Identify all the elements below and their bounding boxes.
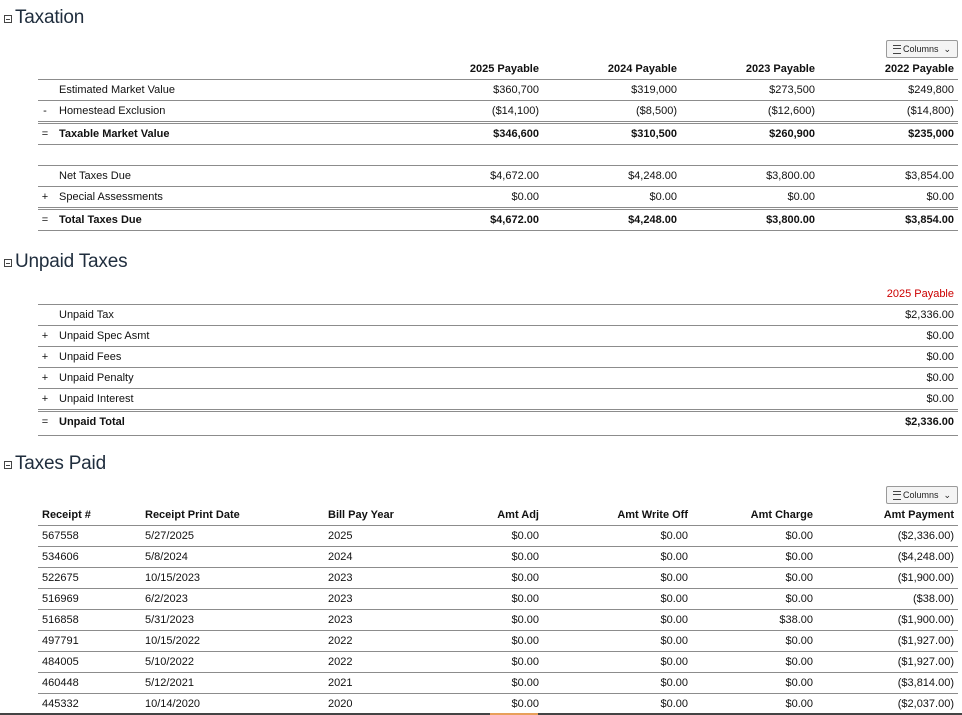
table-cell: $0.00 — [511, 551, 539, 563]
section-taxes-paid[interactable] — [4, 452, 106, 476]
table-cell: 522675 — [42, 572, 79, 584]
table-cell: 5/8/2024 — [145, 551, 188, 563]
collapse-toggle-icon[interactable] — [4, 461, 12, 469]
year-column-header: 2023 Payable — [745, 63, 815, 75]
list-icon — [893, 45, 901, 54]
row-divider — [38, 672, 958, 673]
table-cell: 516858 — [42, 614, 79, 626]
columns-button-label: Columns — [902, 44, 939, 54]
row-value: $0.00 — [926, 330, 954, 342]
row-divider — [38, 651, 958, 652]
collapse-toggle-icon[interactable] — [4, 15, 12, 23]
row-operator: + — [41, 393, 49, 405]
row-value: ($14,800) — [906, 105, 954, 117]
paid-column-header[interactable]: Receipt Print Date — [145, 509, 240, 521]
table-cell: 2021 — [328, 677, 353, 689]
table-cell: 5/10/2022 — [145, 656, 194, 668]
row-divider — [38, 609, 958, 610]
row-operator: + — [41, 330, 49, 342]
row-label: Taxable Market Value — [59, 128, 170, 140]
table-cell: 10/15/2023 — [145, 572, 201, 584]
row-value: $2,336.00 — [905, 416, 954, 428]
table-cell: $0.00 — [511, 530, 539, 542]
table-cell: 484005 — [42, 656, 79, 668]
table-cell: ($4,248.00) — [897, 551, 954, 563]
row-value: $3,800.00 — [766, 170, 815, 182]
table-cell: $0.00 — [785, 698, 813, 710]
row-value: $3,854.00 — [905, 214, 954, 226]
row-value: $273,500 — [769, 84, 815, 96]
table-cell: $0.00 — [785, 551, 813, 563]
table-cell: $0.00 — [511, 677, 539, 689]
row-value: $0.00 — [926, 372, 954, 384]
columns-button[interactable] — [886, 40, 958, 58]
row-divider — [38, 567, 958, 568]
table-cell: 460448 — [42, 677, 79, 689]
table-cell: ($1,927.00) — [897, 656, 954, 668]
columns-button-label: Columns — [902, 490, 939, 500]
paid-column-header[interactable]: Amt Payment — [883, 509, 954, 521]
row-label: Unpaid Tax — [59, 309, 114, 321]
row-divider — [38, 186, 958, 187]
row-label: Net Taxes Due — [59, 170, 131, 182]
table-cell: ($38.00) — [913, 593, 954, 605]
row-operator — [40, 169, 50, 183]
row-value: $3,800.00 — [766, 214, 815, 226]
chevron-down-icon: ⌄ — [943, 489, 952, 500]
table-cell: $0.00 — [660, 551, 688, 563]
row-divider — [38, 100, 958, 101]
table-cell: $0.00 — [511, 614, 539, 626]
table-cell: 567558 — [42, 530, 79, 542]
table-cell: $0.00 — [511, 656, 539, 668]
row-label: Unpaid Penalty — [59, 372, 134, 384]
table-cell: 516969 — [42, 593, 79, 605]
row-value: $4,248.00 — [628, 214, 677, 226]
table-cell: $0.00 — [660, 572, 688, 584]
row-operator: + — [41, 191, 49, 203]
table-cell: $0.00 — [511, 635, 539, 647]
row-value: $4,672.00 — [490, 170, 539, 182]
table-cell: ($1,927.00) — [897, 635, 954, 647]
row-label: Unpaid Interest — [59, 393, 134, 405]
section-taxation[interactable] — [4, 6, 84, 30]
row-value: $310,500 — [631, 128, 677, 140]
table-cell: 2023 — [328, 593, 353, 605]
table-cell: $0.00 — [785, 530, 813, 542]
row-operator: - — [43, 105, 47, 117]
table-cell: $0.00 — [785, 656, 813, 668]
row-operator: = — [41, 128, 49, 140]
table-cell: 534606 — [42, 551, 79, 563]
row-value: ($8,500) — [636, 105, 677, 117]
table-cell: $0.00 — [511, 698, 539, 710]
table-cell: $0.00 — [511, 572, 539, 584]
header-divider — [38, 525, 958, 526]
paid-column-header[interactable]: Bill Pay Year — [328, 509, 394, 521]
section-title: Unpaid Taxes — [15, 251, 128, 272]
group-end-divider — [38, 230, 958, 231]
table-cell: $0.00 — [785, 677, 813, 689]
row-operator: = — [41, 214, 49, 226]
row-operator: + — [41, 351, 49, 363]
row-value: $235,000 — [908, 128, 954, 140]
row-operator — [40, 83, 50, 97]
row-operator — [40, 308, 50, 322]
table-cell: $0.00 — [660, 593, 688, 605]
table-cell: ($2,037.00) — [897, 698, 954, 710]
year-column-header: 2025 Payable — [469, 63, 539, 75]
total-divider — [38, 207, 958, 210]
table-cell: 445332 — [42, 698, 79, 710]
table-cell: ($1,900.00) — [897, 572, 954, 584]
table-cell: $0.00 — [511, 593, 539, 605]
table-cell: 2022 — [328, 635, 353, 647]
table-cell: $0.00 — [785, 572, 813, 584]
row-divider — [38, 630, 958, 631]
row-value: $346,600 — [493, 128, 539, 140]
table-cell: 2023 — [328, 614, 353, 626]
table-cell: ($1,900.00) — [897, 614, 954, 626]
row-value: $3,854.00 — [905, 170, 954, 182]
chevron-down-icon: ⌄ — [943, 43, 952, 54]
list-icon — [893, 491, 901, 500]
row-value: $2,336.00 — [905, 309, 954, 321]
row-label: Special Assessments — [59, 191, 163, 203]
row-operator: + — [41, 372, 49, 384]
section-title: Taxation — [15, 7, 85, 28]
table-cell: 10/14/2020 — [145, 698, 201, 710]
row-value: $0.00 — [787, 191, 815, 203]
table-cell: $0.00 — [785, 593, 813, 605]
section-unpaid-taxes[interactable] — [4, 250, 127, 274]
table-cell: 6/2/2023 — [145, 593, 188, 605]
table-cell: $0.00 — [660, 614, 688, 626]
row-label: Estimated Market Value — [59, 84, 175, 96]
row-label: Unpaid Fees — [59, 351, 122, 363]
table-cell: 2025 — [328, 530, 353, 542]
table-cell: $38.00 — [779, 614, 813, 626]
row-label: Unpaid Total — [59, 416, 125, 428]
row-value: ($12,600) — [767, 105, 815, 117]
paid-column-header[interactable]: Amt Write Off — [617, 509, 688, 521]
year-column-header: 2024 Payable — [607, 63, 677, 75]
paid-column-header[interactable]: Amt Charge — [750, 509, 813, 521]
columns-button[interactable] — [886, 486, 958, 504]
table-cell: $0.00 — [660, 635, 688, 647]
collapse-toggle-icon[interactable] — [4, 259, 12, 267]
group-end-divider — [38, 435, 958, 436]
table-cell: 10/15/2022 — [145, 635, 201, 647]
table-cell: 2024 — [328, 551, 353, 563]
table-cell: 5/27/2025 — [145, 530, 194, 542]
table-cell: $0.00 — [660, 656, 688, 668]
row-value: $0.00 — [649, 191, 677, 203]
year-column-header: 2022 Payable — [884, 63, 954, 75]
section-title: Taxes Paid — [15, 453, 106, 474]
unpaid-column-header: 2025 Payable — [886, 288, 954, 300]
row-value: $360,700 — [493, 84, 539, 96]
row-operator: = — [41, 416, 49, 428]
row-divider — [38, 588, 958, 589]
row-divider — [38, 367, 958, 368]
table-cell: ($2,336.00) — [897, 530, 954, 542]
row-divider — [38, 346, 958, 347]
table-cell: 2023 — [328, 572, 353, 584]
table-cell: $0.00 — [660, 677, 688, 689]
row-label: Unpaid Spec Asmt — [59, 330, 150, 342]
total-divider — [38, 409, 958, 412]
row-value: $249,800 — [908, 84, 954, 96]
row-divider — [38, 693, 958, 694]
row-value: $0.00 — [926, 191, 954, 203]
group-start-divider — [38, 165, 958, 166]
row-value: $0.00 — [926, 351, 954, 363]
row-value: $4,672.00 — [490, 214, 539, 226]
header-divider — [38, 79, 958, 80]
table-cell: 5/31/2023 — [145, 614, 194, 626]
table-cell: 2022 — [328, 656, 353, 668]
row-value: $0.00 — [511, 191, 539, 203]
paid-column-header[interactable]: Amt Adj — [497, 509, 539, 521]
row-divider — [38, 388, 958, 389]
row-value: $0.00 — [926, 393, 954, 405]
row-value: $4,248.00 — [628, 170, 677, 182]
row-value: $260,900 — [769, 128, 815, 140]
row-divider — [38, 546, 958, 547]
table-cell: 2020 — [328, 698, 353, 710]
table-cell: $0.00 — [660, 698, 688, 710]
table-cell: $0.00 — [660, 530, 688, 542]
table-cell: 5/12/2021 — [145, 677, 194, 689]
row-label: Homestead Exclusion — [59, 105, 166, 117]
paid-column-header[interactable]: Receipt # — [42, 509, 91, 521]
table-cell: ($3,814.00) — [897, 677, 954, 689]
group-end-divider — [38, 144, 958, 145]
row-value: ($14,100) — [491, 105, 539, 117]
total-divider — [38, 121, 958, 124]
table-cell: $0.00 — [785, 635, 813, 647]
row-label: Total Taxes Due — [59, 214, 142, 226]
table-cell: 497791 — [42, 635, 79, 647]
row-value: $319,000 — [631, 84, 677, 96]
row-divider — [38, 325, 958, 326]
header-divider — [38, 304, 958, 305]
